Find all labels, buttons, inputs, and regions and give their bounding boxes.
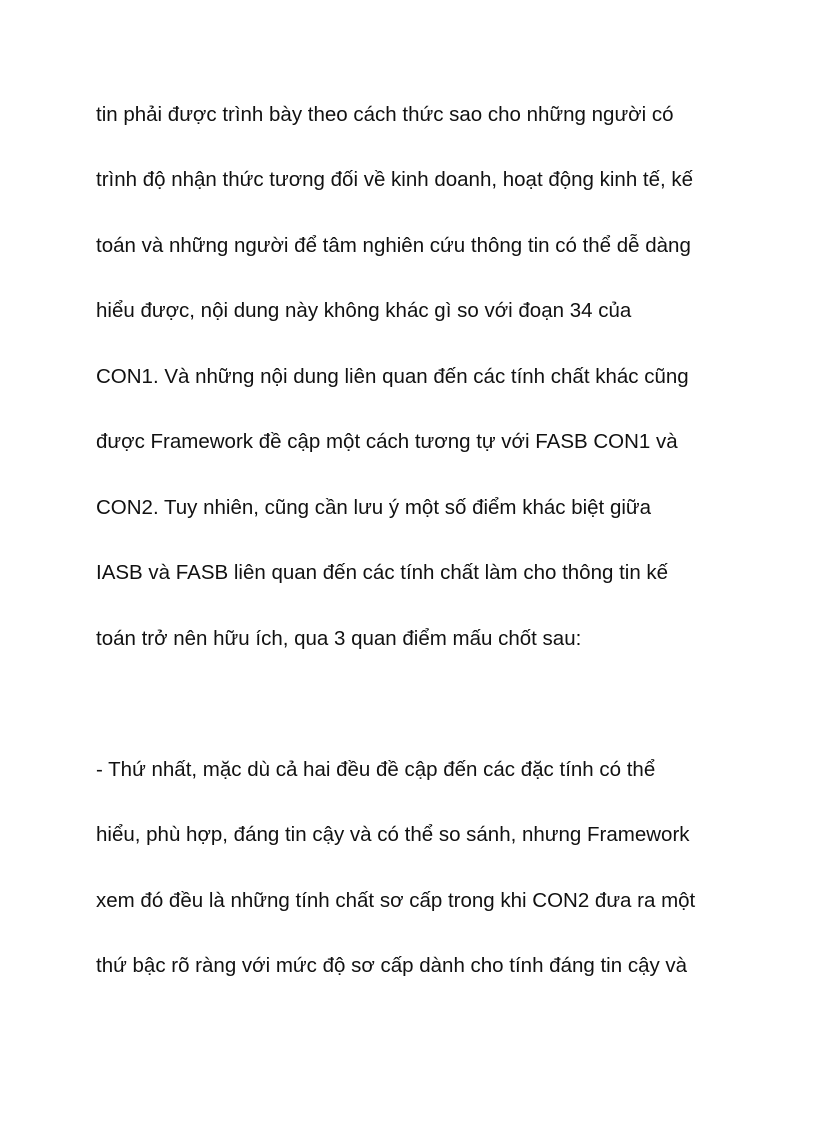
text-line: hiểu được, nội dung này không khác gì so với đoạn 34 của [96,299,632,322]
text-line: toán và những người để tâm nghiên cứu thông tin có thể dễ dàng [96,234,691,257]
text-line: CON2. Tuy nhiên, cũng cần lưu ý một số điểm khác biệt giữa [96,496,652,519]
text-line: - Thứ nhất, mặc dù cả hai đều đề cập đến các đặc tính có thể [96,758,656,781]
text-line: được Framework đề cập một cách tương tự với FASB CON1 và [96,430,678,453]
text-line: toán trở nên hữu ích, qua 3 quan điểm mấu chốt sau: [96,627,582,650]
text-line: xem đó đều là những tính chất sơ cấp trong khi CON2 đưa ra một [96,889,696,912]
text-line: hiểu, phù hợp, đáng tin cậy và có thể so sánh, nhưng Framework [96,823,690,846]
text-line: thứ bậc rõ ràng với mức độ sơ cấp dành cho tính đáng tin cậy và [96,954,688,977]
text-line: trình độ nhận thức tương đối về kinh doanh, hoạt động kinh tế, kế [96,168,694,191]
text-line: tin phải được trình bày theo cách thức sao cho những người có [96,103,674,126]
text-line: CON1. Và những nội dung liên quan đến các tính chất khác cũng [96,365,689,388]
text-line: IASB và FASB liên quan đến các tính chất làm cho thông tin kế [96,561,669,584]
